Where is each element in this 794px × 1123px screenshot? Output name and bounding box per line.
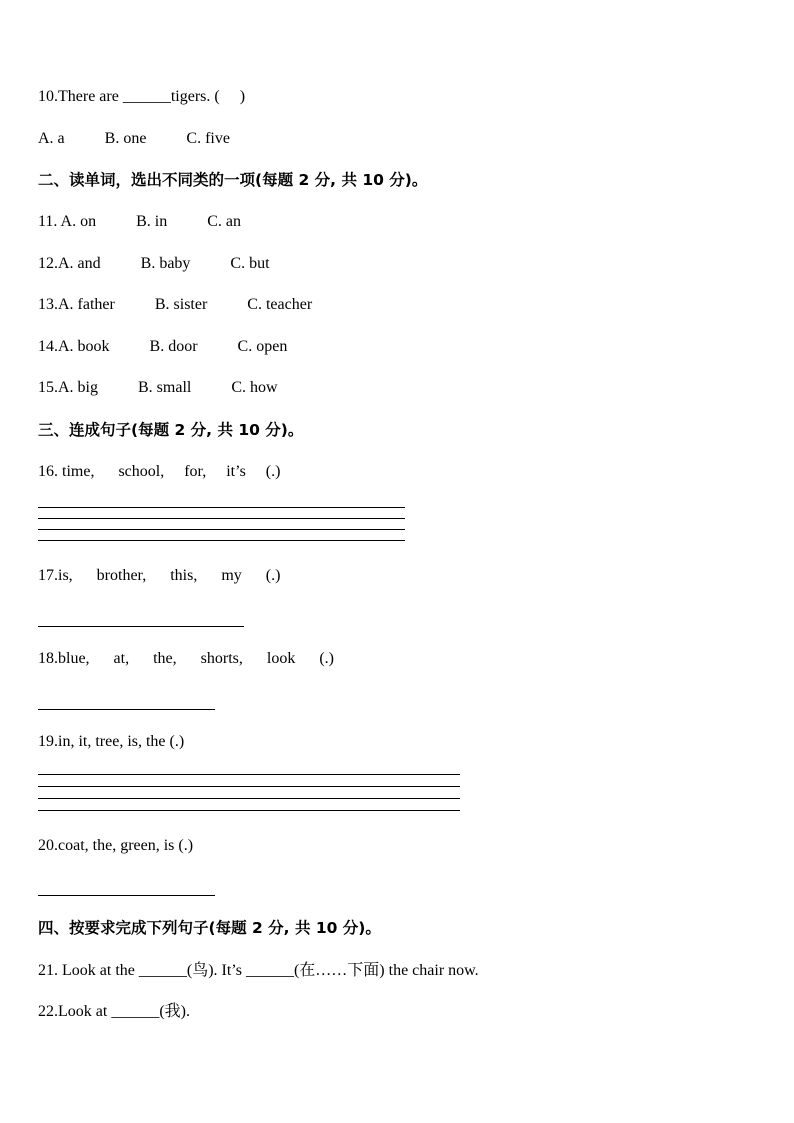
section-3-heading: 三、连成句子(每题 2 分, 共 10 分)。 (38, 421, 304, 439)
q18-answer-line[interactable] (38, 709, 215, 710)
q11: 11. A. on B. in C. an (38, 213, 241, 230)
section-4-heading: 四、按要求完成下列句子(每题 2 分, 共 10 分)。 (38, 919, 381, 937)
q14: 14.A. book B. door C. open (38, 338, 288, 355)
q12: 12.A. and B. baby C. but (38, 255, 270, 272)
q22: 22.Look at ______(我). (38, 1003, 190, 1020)
q17-answer-line[interactable] (38, 626, 244, 627)
q13: 13.A. father B. sister C. teacher (38, 296, 313, 313)
q10-stem: 10.There are ______tigers. ( ) (38, 88, 246, 105)
q20-answer-line[interactable] (38, 895, 215, 896)
q15: 15.A. big B. small C. how (38, 379, 278, 396)
q19-answer-line-2[interactable] (38, 786, 460, 787)
q16: 16. time, school, for, it’s (.) (38, 463, 281, 480)
q19: 19.in, it, tree, is, the (.) (38, 733, 185, 750)
q16-answer-line-4[interactable] (38, 540, 405, 541)
q20: 20.coat, the, green, is (.) (38, 837, 194, 854)
q16-answer-line-3[interactable] (38, 529, 405, 530)
q18: 18.blue, at, the, shorts, look (.) (38, 650, 334, 667)
section-2-heading: 二、读单词，选出不同类的一项(每题 2 分, 共 10 分)。 (38, 171, 428, 189)
q16-answer-line-1[interactable] (38, 507, 405, 508)
q17: 17.is, brother, this, my (.) (38, 567, 281, 584)
q21: 21. Look at the ______(鸟). It’s ______(在……下面) the chair now. (38, 962, 479, 979)
q19-answer-line-1[interactable] (38, 774, 460, 775)
q19-answer-line-3[interactable] (38, 798, 460, 799)
q19-answer-line-4[interactable] (38, 810, 460, 811)
q16-answer-line-2[interactable] (38, 518, 405, 519)
q10-options: A. a B. one C. five (38, 130, 230, 147)
